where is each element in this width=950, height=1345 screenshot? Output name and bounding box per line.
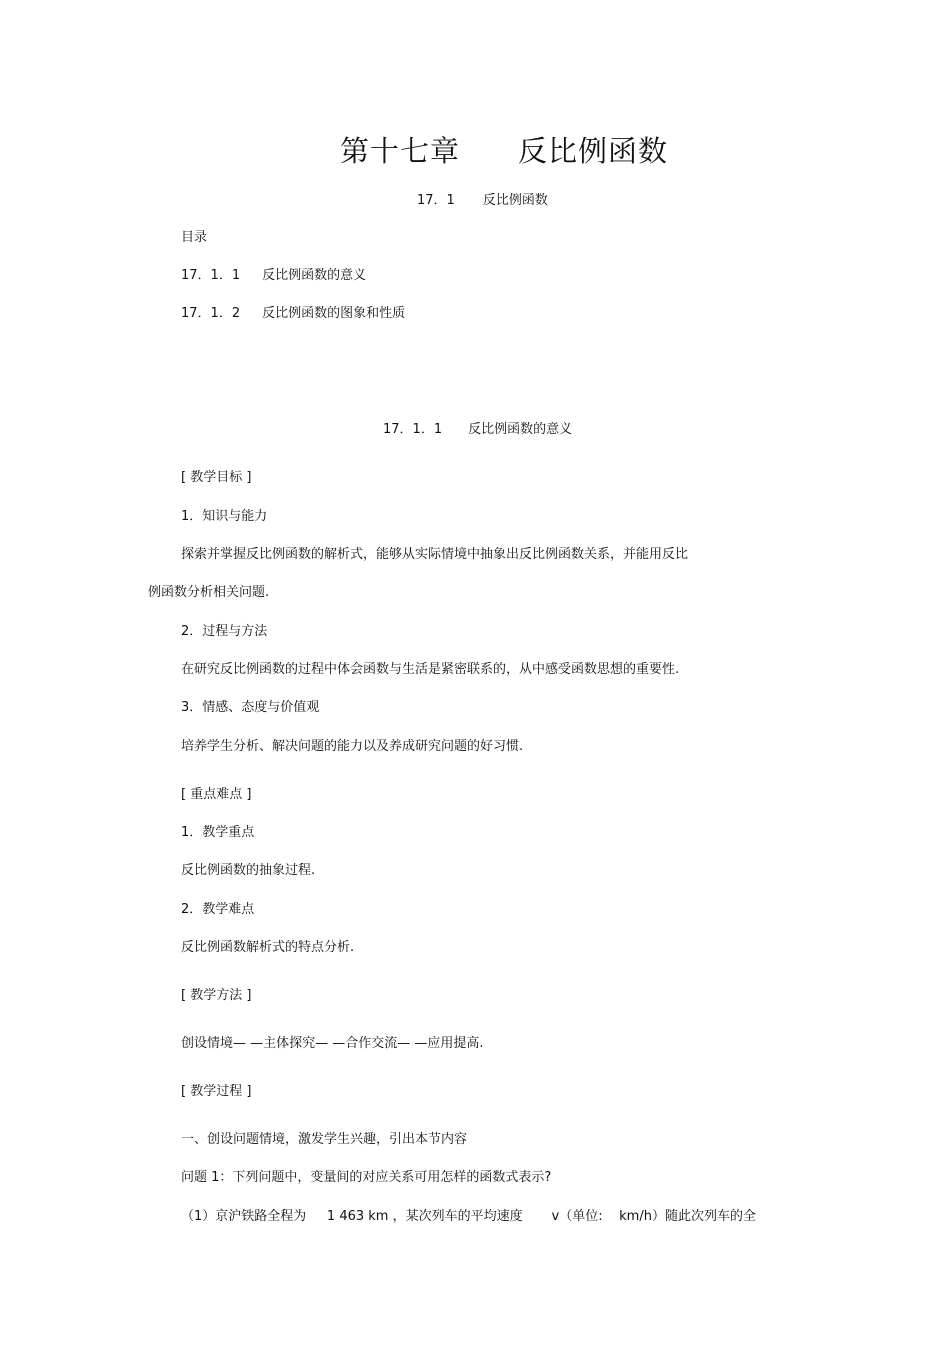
chapter-name: 反比例函数: [518, 134, 669, 168]
chapter-title: [340, 133, 668, 169]
process-part-heading: 一、创设问题情境，激发学生兴趣，引出本节内容: [181, 1132, 468, 1147]
keypoint-body: 反比例函数的抽象过程.: [181, 863, 316, 878]
toc-item-name: 反比例函数的图象和性质: [262, 306, 406, 321]
section-number: 17．1: [417, 193, 455, 208]
toc-item-number: 17．1．1: [181, 268, 241, 283]
keypoint-body: 反比例函数解析式的特点分析.: [181, 940, 355, 955]
goal-body: 探索并掌握反比例函数的解析式，能够从实际情境中抽象出反比例函数关系，并能用反比: [181, 547, 689, 562]
question-item: （1）京沪铁路全程为 1 463 km ，某次列车的平均速度 v（单位: km/h）随此次列车的全: [181, 1209, 756, 1224]
method-body: 创设情境— —主体探究— —合作交流— —应用提高.: [181, 1036, 484, 1051]
toc-item-name: 反比例函数的意义: [262, 268, 367, 283]
goal-title: 1．知识与能力: [181, 509, 268, 524]
section-name: 反比例函数: [482, 193, 548, 208]
keypoints-heading: [ 重点难点 ]: [181, 787, 252, 802]
question-text: 问题 1：下列问题中，变量间的对应关系可用怎样的函数式表示?: [181, 1170, 552, 1185]
keypoint-title: 2．教学难点: [181, 902, 255, 917]
goal-title: 3．情感、态度与价值观: [181, 700, 320, 715]
goal-body: 在研究反比例函数的过程中体会函数与生活是紧密联系的，从中感受函数思想的重要性.: [181, 662, 680, 677]
keypoint-title: 1．教学重点: [181, 825, 255, 840]
method-heading: [ 教学方法 ]: [181, 988, 252, 1003]
chapter-number: 第十七章: [340, 134, 461, 168]
toc-heading: 目录: [181, 230, 208, 245]
goal-body: 培养学生分析、解决问题的能力以及养成研究问题的好习惯.: [181, 739, 524, 754]
section-heading: [417, 192, 548, 210]
goals-heading: [ 教学目标 ]: [181, 470, 252, 485]
toc-item[interactable]: [181, 305, 405, 323]
subsection-heading: [383, 421, 572, 439]
goal-body: 例函数分析相关问题.: [148, 585, 270, 600]
toc-item-number: 17．1．2: [181, 306, 241, 321]
toc-item[interactable]: [181, 267, 366, 285]
subsection-number: 17．1．1: [383, 422, 443, 437]
goal-title: 2．过程与方法: [181, 624, 268, 639]
process-heading: [ 教学过程 ]: [181, 1084, 252, 1099]
subsection-name: 反比例函数的意义: [468, 422, 573, 437]
